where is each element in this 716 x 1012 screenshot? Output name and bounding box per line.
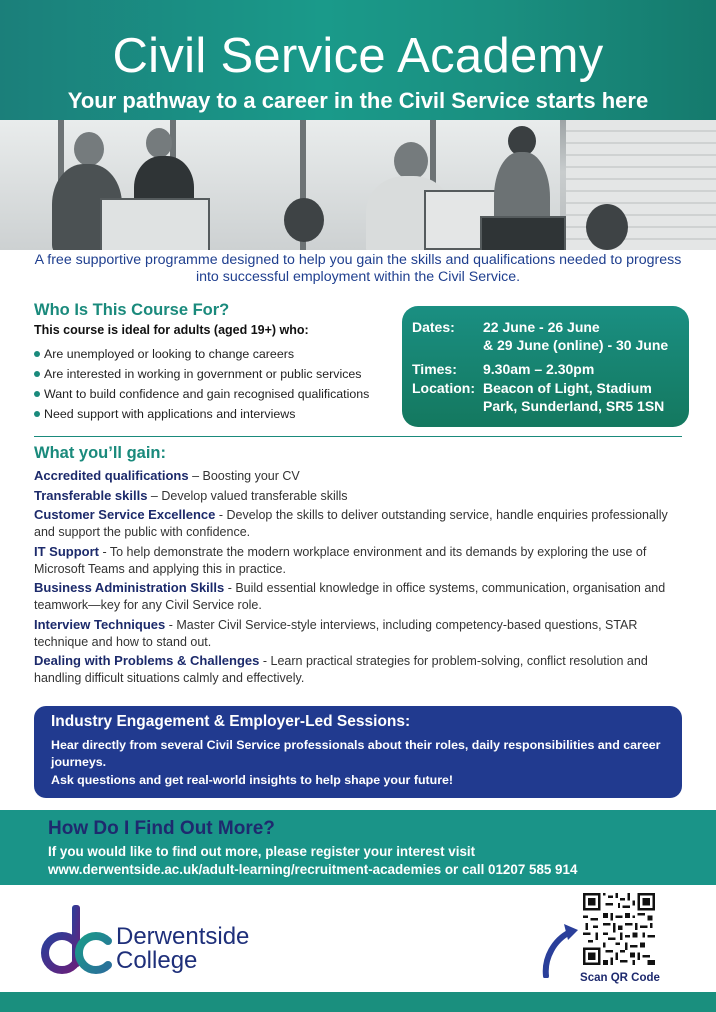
college-name-line1: Derwentside — [116, 923, 250, 950]
find-line: If you would like to find out more, please register your interest visit — [48, 844, 476, 859]
dates-line1: 22 June - 26 June — [483, 319, 600, 335]
college-name-line2: College — [116, 947, 198, 974]
gain-item-text: - Build essential knowledge in office systems, communication, organisation and teamwork—key for any Civil Service role. — [34, 581, 666, 612]
gain-item-text: – Boosting your CV — [188, 469, 300, 483]
who-lead: This course is ideal for adults (aged 19+) who: — [34, 323, 309, 337]
gain-item — [34, 487, 684, 505]
dates-line2: & 29 June (online) - 30 June — [483, 337, 669, 353]
curved-arrow-icon — [540, 922, 580, 978]
times-value: 9.30am – 2.30pm — [483, 361, 595, 377]
industry-paragraph: Ask questions and get real-world insights to help shape your future! — [51, 773, 454, 787]
times-label: Times: — [412, 361, 457, 377]
gain-item — [34, 467, 684, 485]
dates-label: Dates: — [412, 319, 455, 335]
list-item: Are unemployed or looking to change careers — [34, 345, 369, 365]
gain-item-heading: IT Support — [34, 543, 99, 559]
industry-heading: Industry Engagement & Employer-Led Sessions: — [51, 713, 411, 730]
industry-paragraph: Hear directly from several Civil Service professionals about their roles, daily responsibilities and career journeys. — [51, 738, 661, 769]
gain-item — [34, 652, 684, 687]
gain-item-text: – Develop valued transferable skills — [147, 488, 348, 503]
gain-item-heading: Interview Techniques — [34, 616, 166, 632]
list-item: Need support with applications and interviews — [34, 405, 369, 425]
page-subtitle: Your pathway to a career in the Civil Service starts here — [67, 88, 649, 113]
website-link[interactable]: www.derwentside.ac.uk/adult-learning/recruitment-academies or call 01207 585 914 — [48, 862, 578, 877]
who-heading: Who Is This Course For? — [34, 301, 230, 319]
page-title: Civil Service Academy — [112, 29, 604, 83]
find-text — [48, 843, 688, 879]
header-banner — [0, 0, 716, 120]
gain-item-text: - Learn practical strategies for problem-solving, conflict resolution and handling difficult situations calmly and effectively. — [34, 654, 648, 685]
location-line2: Park, Sunderland, SR5 1SN — [483, 398, 665, 414]
gain-list — [34, 467, 684, 689]
gain-item — [34, 543, 684, 578]
gain-heading: What you’ll gain: — [34, 444, 166, 462]
list-item: Are interested in working in government or public services — [34, 365, 369, 385]
gain-item-heading: Customer Service Excellence — [34, 507, 216, 522]
gain-item — [34, 616, 684, 651]
location-line1: Beacon of Light, Stadium — [483, 380, 652, 396]
location-label: Location: — [412, 380, 475, 396]
gain-item-heading: Business Administration Skills — [34, 580, 225, 595]
section-divider — [34, 436, 682, 437]
intro-text: A free supportive programme designed to help you gain the skills and qualifications needed to progress into successful employment within the Civil Service. — [34, 252, 682, 285]
gain-item-text: - Master Civil Service-style interviews, including competency-based questions, STAR technique and how to stand out. — [34, 617, 638, 649]
gain-item-heading: Accredited qualifications — [34, 468, 189, 483]
find-out-more-band — [0, 810, 716, 885]
who-list — [34, 345, 369, 425]
office-photo — [0, 120, 716, 250]
gain-item-text: - Develop the skills to deliver outstanding service, handle enquiries professionally and support the public with confidence. — [34, 508, 668, 539]
bottom-bar — [0, 992, 716, 1012]
gain-item — [34, 579, 684, 614]
gain-item — [34, 506, 684, 541]
gain-item-text: - To help demonstrate the modern workplace environment and its demands by exploring the use of Microsoft Teams and applying this in practice. — [34, 544, 647, 576]
qr-label: Scan QR Code — [580, 972, 660, 984]
gain-item-heading: Transferable skills — [34, 487, 148, 503]
course-details-box — [402, 306, 689, 427]
list-item: Want to build confidence and gain recognised qualifications — [34, 385, 369, 405]
college-name — [116, 925, 249, 973]
industry-box — [34, 706, 682, 798]
gain-item-heading: Dealing with Problems & Challenges — [34, 653, 260, 668]
qr-code-icon[interactable] — [583, 893, 655, 965]
find-heading: How Do I Find Out More? — [48, 818, 275, 839]
